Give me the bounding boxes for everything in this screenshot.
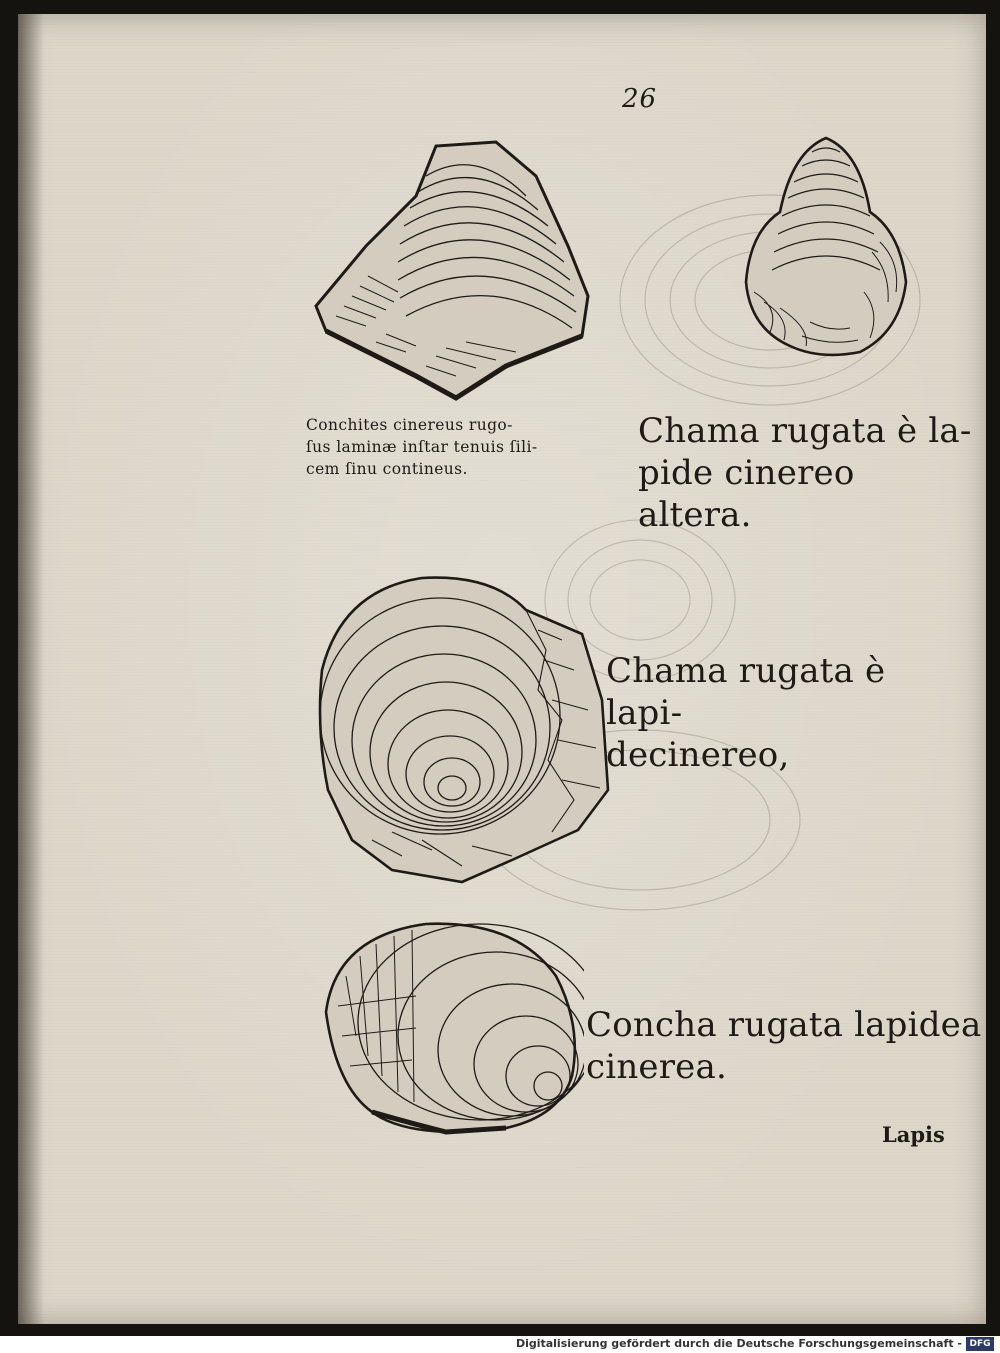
footer-bar (0, 1336, 1000, 1353)
round-shell-icon (320, 578, 608, 882)
dfg-logo-icon: DFG (966, 1337, 994, 1351)
chama-altera-woodcut (740, 132, 912, 362)
conchites-woodcut (306, 136, 596, 404)
footer-credit: Digitalisierung gefördert durch die Deutsche Forschungsgemeinschaft - (515, 1337, 962, 1350)
caption-chama-cinereo: Chama rugata è lapi- decinereo, (606, 651, 886, 775)
caption-concha: Concha rugata lapidea cinerea. (586, 1005, 982, 1087)
oval-shell-icon (326, 924, 584, 1132)
chama-cinereo-woodcut (312, 570, 612, 890)
concha-woodcut (316, 916, 584, 1136)
caption-chama-altera: Chama rugata è la- pide cinereo altera. (638, 411, 972, 535)
catchword: Lapis (882, 1122, 945, 1147)
caption-conchites: Conchites cinereus rugo- ſus laminæ inſtar tenuis ſili- cem ſinu contineus. (306, 416, 538, 478)
page-number: 26 (622, 84, 658, 114)
shell-fragment-icon (316, 142, 588, 398)
conical-shell-icon (746, 138, 906, 355)
